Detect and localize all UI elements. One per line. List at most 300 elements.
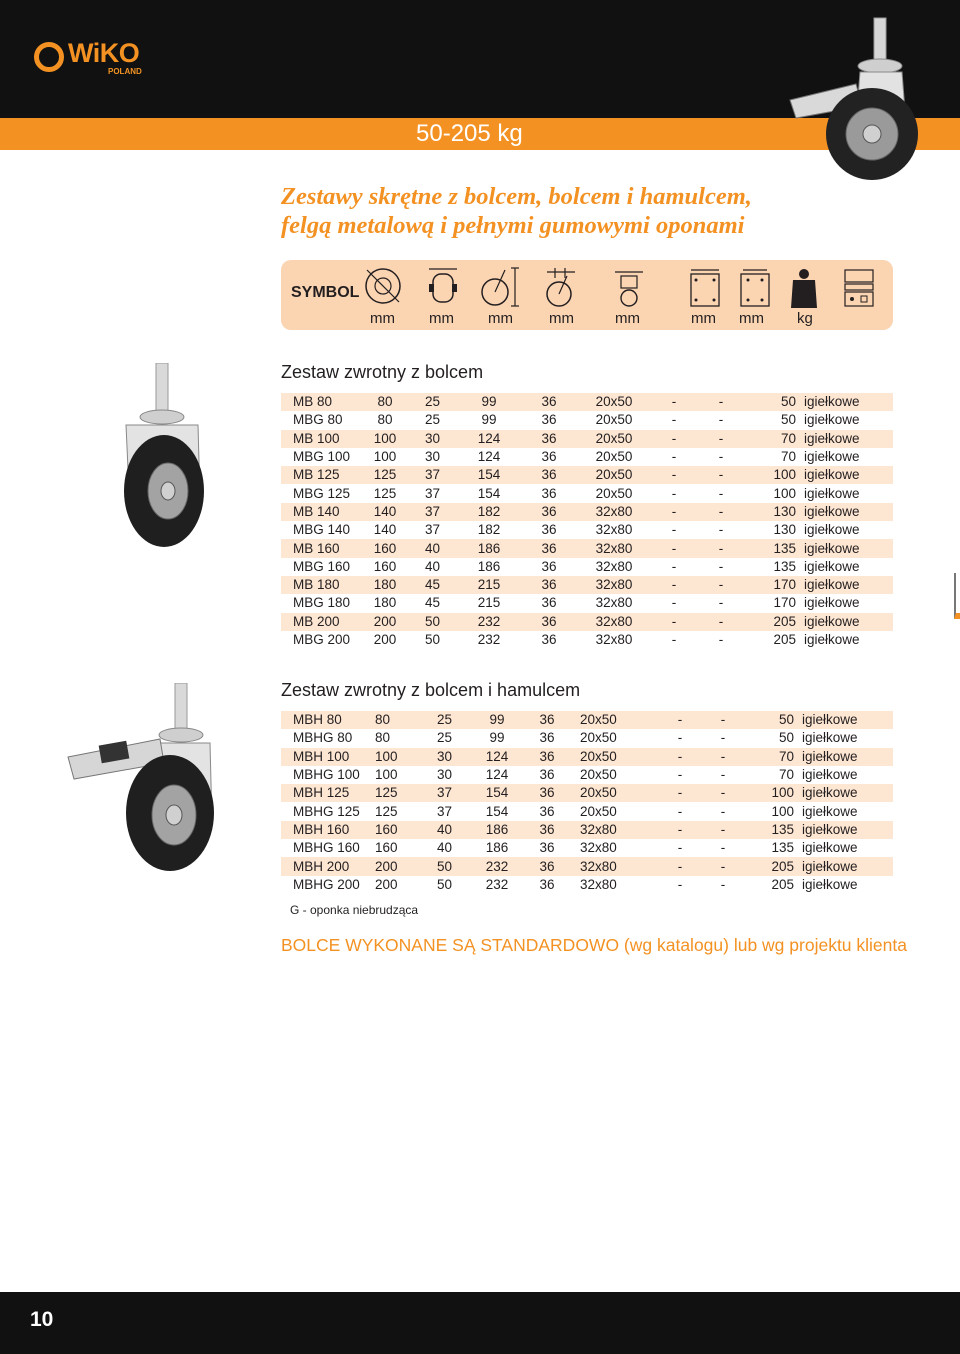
- table-cell: MBG 100: [293, 449, 351, 465]
- table-cell: igiełkowe: [802, 858, 858, 874]
- logo-ring-icon: [34, 42, 64, 72]
- table-cell: -: [718, 577, 724, 593]
- table-cell: -: [671, 577, 677, 593]
- table-row: [281, 448, 893, 466]
- table-cell: 154: [477, 467, 501, 483]
- table-cell: igiełkowe: [802, 748, 858, 764]
- table-cell: 130: [773, 503, 796, 519]
- table-cell: 182: [477, 503, 501, 519]
- table-cell: 205: [771, 858, 794, 874]
- table-cell: 124: [477, 449, 501, 465]
- table-row: [281, 857, 893, 875]
- section-title-bolt: Zestaw zwrotny z bolcem: [281, 362, 484, 382]
- table-cell: -: [677, 767, 683, 783]
- table-cell: 20x50: [580, 767, 617, 783]
- table-cell: -: [677, 712, 683, 728]
- table-cell: -: [677, 748, 683, 764]
- page-number: 10: [30, 1308, 54, 1331]
- table-cell: 20x50: [595, 485, 633, 501]
- table-cell: -: [720, 803, 726, 819]
- table-cell: 37: [424, 522, 441, 538]
- table-row: [281, 539, 893, 557]
- table-cell: 200: [375, 876, 398, 892]
- table-cell: 50: [424, 613, 441, 629]
- table-cell: igiełkowe: [802, 785, 858, 801]
- table-cell: 32x80: [595, 503, 633, 519]
- table-row: [281, 576, 893, 594]
- table-cell: igiełkowe: [804, 613, 860, 629]
- table-cell: 40: [436, 840, 453, 856]
- unit-diameter: mm: [370, 310, 395, 327]
- table-cell: igiełkowe: [802, 803, 858, 819]
- table-cell: 36: [541, 558, 557, 574]
- table-cell: 100: [771, 803, 794, 819]
- table-cell: MBH 100: [293, 748, 350, 764]
- table-cell: 32x80: [595, 595, 633, 611]
- table-cell: -: [720, 840, 726, 856]
- table-cell: 99: [481, 412, 497, 428]
- table-cell: 160: [375, 840, 398, 856]
- table-cell: 100: [773, 485, 796, 501]
- table-cell: igiełkowe: [804, 632, 860, 647]
- table-cell: 25: [436, 730, 453, 746]
- table-cell: 135: [771, 840, 794, 856]
- caster-bolt-photo: [108, 363, 218, 563]
- table-row: [281, 613, 893, 631]
- table-cell: -: [671, 558, 677, 574]
- table-cell: 70: [780, 430, 796, 446]
- table-cell: 32x80: [595, 632, 633, 647]
- table-cell: 170: [773, 595, 796, 611]
- table-cell: igiełkowe: [804, 412, 860, 428]
- table-cell: -: [720, 730, 726, 746]
- table-cell: 36: [541, 412, 557, 428]
- table-cell: 100: [375, 748, 398, 764]
- table-cell: igiełkowe: [802, 840, 858, 856]
- table-cell: igiełkowe: [804, 503, 860, 519]
- table-cell: 32x80: [580, 821, 617, 837]
- table-cell: 125: [373, 467, 397, 483]
- title-line-1: Zestawy skrętne z bolcem, bolcem i hamulcem,: [281, 183, 752, 210]
- table-row: [281, 393, 893, 411]
- table-cell: 170: [773, 577, 796, 593]
- table-cell: MBH 200: [293, 858, 350, 874]
- table-cell: 50: [424, 632, 441, 647]
- table-cell: igiełkowe: [804, 540, 860, 556]
- table-cell: MB 200: [293, 613, 340, 629]
- table-cell: 182: [477, 522, 501, 538]
- table-cell: 36: [541, 577, 557, 593]
- table-row: [281, 784, 893, 802]
- table-cell: -: [671, 449, 677, 465]
- table-cell: 200: [373, 613, 397, 629]
- table-cell: 130: [773, 522, 796, 538]
- table-cell: igiełkowe: [804, 467, 860, 483]
- table-cell: 36: [539, 840, 555, 856]
- table-cell: 36: [541, 503, 557, 519]
- load-weight-icon: [789, 266, 819, 310]
- table-cell: 232: [477, 632, 501, 647]
- table-row: [281, 503, 893, 521]
- table-cell: -: [718, 503, 724, 519]
- table-cell: 20x50: [595, 449, 633, 465]
- table-cell: -: [671, 394, 677, 410]
- table-cell: 80: [377, 394, 393, 410]
- logo-text: WiKO: [68, 38, 140, 68]
- table-cell: 125: [375, 803, 398, 819]
- table-cell: 50: [780, 412, 796, 428]
- table-cell: 36: [539, 821, 555, 837]
- table-cell: -: [718, 467, 724, 483]
- table-cell: 100: [375, 767, 398, 783]
- table-cell: -: [718, 632, 724, 647]
- table-cell: MBG 140: [293, 522, 351, 538]
- table-cell: 50: [436, 876, 453, 892]
- table-cell: -: [718, 449, 724, 465]
- table-cell: igiełkowe: [804, 449, 860, 465]
- table-cell: 36: [539, 712, 555, 728]
- table-cell: 20x50: [595, 430, 633, 446]
- table-row: [281, 748, 893, 766]
- total-height-icon: [479, 266, 521, 310]
- table-cell: -: [720, 712, 726, 728]
- table-cell: 205: [771, 876, 794, 892]
- table-cell: igiełkowe: [804, 430, 860, 446]
- table-cell: 36: [541, 522, 557, 538]
- table-cell: 37: [424, 485, 441, 501]
- table-cell: 99: [489, 712, 505, 728]
- table-cell: -: [677, 785, 683, 801]
- table-cell: 140: [373, 503, 397, 519]
- table-cell: igiełkowe: [804, 577, 860, 593]
- table-cell: 186: [485, 840, 509, 856]
- table-cell: 100: [373, 449, 397, 465]
- table-row: [281, 766, 893, 784]
- table-cell: 124: [477, 430, 501, 446]
- table-cell: 40: [424, 540, 441, 556]
- table-cell: 50: [436, 858, 453, 874]
- table-bolt-brake-body: [281, 711, 893, 894]
- table-cell: 32x80: [595, 540, 633, 556]
- table-cell: 30: [436, 767, 453, 783]
- table-cell: MBH 125: [293, 785, 350, 801]
- page-title: [281, 182, 941, 240]
- table-cell: 200: [373, 632, 397, 647]
- table-cell: 215: [477, 577, 501, 593]
- table-cell: MB 160: [293, 540, 340, 556]
- unit-spacing: mm: [739, 310, 764, 327]
- plate-size-icon: [685, 266, 725, 310]
- table-row: [281, 802, 893, 820]
- table-cell: 125: [373, 485, 397, 501]
- table-cell: -: [677, 730, 683, 746]
- footnote: G - oponka niebrudząca: [290, 903, 419, 917]
- table-cell: MBG 80: [293, 412, 343, 428]
- table-cell: 135: [771, 821, 794, 837]
- symbol-header: [281, 260, 893, 330]
- table-cell: 70: [778, 767, 794, 783]
- table-cell: 50: [780, 394, 796, 410]
- table-cell: 205: [773, 632, 796, 647]
- table-row: [281, 411, 893, 429]
- table-cell: 36: [539, 803, 555, 819]
- bolt-info-line: BOLCE WYKONANE SĄ STANDARDOWO (wg katalogu) lub wg projektu klienta: [281, 935, 907, 955]
- table-cell: 36: [541, 540, 557, 556]
- table-cell: 154: [485, 785, 509, 801]
- wheel-width-icon: [425, 266, 461, 306]
- wheel-diameter-icon: [363, 266, 405, 306]
- unit-width: mm: [429, 310, 454, 327]
- table-cell: 99: [489, 730, 505, 746]
- offset-icon: [541, 266, 581, 310]
- table-cell: igiełkowe: [804, 485, 860, 501]
- table-cell: 36: [539, 785, 555, 801]
- table-cell: igiełkowe: [804, 522, 860, 538]
- bearing-type-icon: [841, 266, 877, 310]
- table-cell: 40: [436, 821, 453, 837]
- table-cell: -: [720, 821, 726, 837]
- table-cell: 135: [773, 558, 796, 574]
- table-cell: -: [720, 785, 726, 801]
- table-cell: 20x50: [580, 730, 617, 746]
- table-cell: 40: [424, 558, 441, 574]
- table-bolt: [281, 393, 893, 649]
- table-cell: 20x50: [595, 412, 633, 428]
- table-cell: 70: [778, 748, 794, 764]
- table-cell: 36: [539, 858, 555, 874]
- table-cell: 180: [373, 577, 397, 593]
- table-cell: 20x50: [580, 785, 617, 801]
- table-cell: 32x80: [595, 613, 633, 629]
- section-title-bolt-brake: Zestaw zwrotny z bolcem i hamulcem: [281, 680, 581, 700]
- table-cell: -: [718, 394, 724, 410]
- unit-height: mm: [488, 310, 513, 327]
- table-row: [281, 484, 893, 502]
- unit-offset: mm: [549, 310, 574, 327]
- table-cell: MB 140: [293, 503, 340, 519]
- table-cell: 160: [373, 558, 397, 574]
- table-cell: igiełkowe: [802, 821, 858, 837]
- table-cell: 36: [539, 876, 555, 892]
- table-cell: -: [720, 748, 726, 764]
- table-cell: 180: [373, 595, 397, 611]
- table-cell: 100: [773, 467, 796, 483]
- table-cell: igiełkowe: [802, 730, 858, 746]
- table-cell: igiełkowe: [804, 595, 860, 611]
- table-row: [281, 821, 893, 839]
- table-cell: MBHG 100: [293, 767, 360, 783]
- table-cell: 37: [436, 803, 453, 819]
- table-cell: igiełkowe: [802, 767, 858, 783]
- table-cell: 36: [541, 632, 557, 647]
- table-cell: 32x80: [580, 858, 617, 874]
- table-cell: MBHG 160: [293, 840, 360, 856]
- table-cell: MBHG 125: [293, 803, 360, 819]
- table-cell: 186: [477, 540, 501, 556]
- table-row: [281, 521, 893, 539]
- table-cell: MBH 160: [293, 821, 350, 837]
- table-cell: 20x50: [580, 803, 617, 819]
- table-row: [281, 839, 893, 857]
- unit-load: kg: [797, 310, 813, 327]
- table-cell: igiełkowe: [802, 712, 858, 728]
- caster-with-brake-photo: [760, 14, 940, 184]
- table-cell: -: [718, 485, 724, 501]
- table-cell: 125: [375, 785, 398, 801]
- table-cell: 25: [424, 412, 441, 428]
- table-cell: MBHG 80: [293, 730, 353, 746]
- bolt-spacing-icon: [735, 266, 775, 310]
- table-cell: 36: [541, 485, 557, 501]
- table-row: [281, 430, 893, 448]
- table-bolt-brake: [281, 711, 893, 894]
- table-cell: -: [720, 858, 726, 874]
- table-cell: 160: [375, 821, 398, 837]
- table-cell: -: [677, 803, 683, 819]
- table-cell: igiełkowe: [802, 876, 858, 892]
- table-cell: 232: [485, 876, 509, 892]
- table-cell: 80: [375, 730, 391, 746]
- table-cell: -: [718, 412, 724, 428]
- table-cell: 36: [541, 613, 557, 629]
- table-cell: -: [671, 522, 677, 538]
- table-cell: 154: [485, 803, 509, 819]
- table-cell: -: [718, 558, 724, 574]
- table-cell: 80: [375, 712, 391, 728]
- table-cell: 160: [373, 540, 397, 556]
- load-range: 50-205 kg: [416, 120, 523, 147]
- page-footer-bar: [0, 1292, 960, 1354]
- table-cell: 124: [485, 767, 509, 783]
- table-cell: 100: [373, 430, 397, 446]
- table-cell: 30: [424, 449, 441, 465]
- table-cell: 36: [539, 767, 555, 783]
- table-cell: 36: [541, 467, 557, 483]
- table-cell: 32x80: [595, 558, 633, 574]
- table-cell: 37: [424, 503, 441, 519]
- table-cell: 45: [424, 577, 441, 593]
- table-cell: -: [718, 613, 724, 629]
- table-cell: igiełkowe: [804, 558, 860, 574]
- table-row: [281, 466, 893, 484]
- table-cell: -: [718, 522, 724, 538]
- table-cell: -: [677, 840, 683, 856]
- table-cell: 36: [541, 449, 557, 465]
- table-cell: 20x50: [580, 712, 617, 728]
- table-row: [281, 594, 893, 612]
- table-cell: MBG 180: [293, 595, 351, 611]
- table-row: [281, 711, 893, 729]
- table-cell: 50: [778, 712, 794, 728]
- table-cell: 25: [436, 712, 453, 728]
- table-cell: MBG 200: [293, 632, 351, 647]
- edge-tab-marker: [954, 573, 960, 619]
- table-cell: MB 180: [293, 577, 340, 593]
- logo-subtext: POLAND: [108, 67, 142, 76]
- table-cell: 36: [539, 748, 555, 764]
- table-cell: 20x50: [580, 748, 617, 764]
- table-cell: 37: [436, 785, 453, 801]
- table-cell: -: [671, 632, 677, 647]
- table-cell: MB 125: [293, 467, 340, 483]
- table-cell: -: [671, 503, 677, 519]
- table-cell: -: [671, 613, 677, 629]
- table-cell: -: [718, 430, 724, 446]
- table-cell: -: [718, 595, 724, 611]
- table-cell: 32x80: [580, 840, 617, 856]
- caster-bolt-brake-photo: [60, 683, 220, 883]
- table-cell: MBG 160: [293, 558, 351, 574]
- table-cell: MB 100: [293, 430, 340, 446]
- table-cell: -: [720, 876, 726, 892]
- table-cell: 36: [541, 595, 557, 611]
- table-bolt-body: [281, 393, 893, 649]
- table-cell: -: [671, 485, 677, 501]
- table-cell: 30: [436, 748, 453, 764]
- table-cell: 37: [424, 467, 441, 483]
- table-cell: 135: [773, 540, 796, 556]
- table-cell: 32x80: [595, 522, 633, 538]
- table-cell: 200: [375, 858, 398, 874]
- title-line-2: felgą metalową i pełnymi gumowymi oponami: [281, 212, 745, 239]
- table-cell: -: [671, 540, 677, 556]
- table-cell: 205: [773, 613, 796, 629]
- table-cell: 154: [477, 485, 501, 501]
- table-cell: 124: [485, 748, 509, 764]
- table-cell: -: [671, 467, 677, 483]
- table-row: [281, 876, 893, 894]
- table-cell: 232: [485, 858, 509, 874]
- table-cell: 215: [477, 595, 501, 611]
- table-cell: 30: [424, 430, 441, 446]
- table-cell: 80: [377, 412, 393, 428]
- table-cell: igiełkowe: [804, 394, 860, 410]
- table-cell: 36: [539, 730, 555, 746]
- table-cell: 25: [424, 394, 441, 410]
- table-row: [281, 631, 893, 649]
- unit-plate: mm: [691, 310, 716, 327]
- unit-bolt: mm: [615, 310, 640, 327]
- table-cell: 99: [481, 394, 497, 410]
- table-cell: -: [671, 430, 677, 446]
- table-cell: -: [671, 595, 677, 611]
- table-cell: 232: [477, 613, 501, 629]
- table-cell: 140: [373, 522, 397, 538]
- table-cell: 45: [424, 595, 441, 611]
- table-cell: 186: [477, 558, 501, 574]
- table-cell: -: [718, 540, 724, 556]
- table-cell: 32x80: [595, 577, 633, 593]
- table-cell: 100: [771, 785, 794, 801]
- table-cell: 36: [541, 430, 557, 446]
- table-cell: MB 80: [293, 394, 333, 410]
- table-row: [281, 558, 893, 576]
- table-cell: 186: [485, 821, 509, 837]
- table-cell: 50: [778, 730, 794, 746]
- bolt-dimension-icon: [609, 266, 649, 310]
- table-cell: -: [720, 767, 726, 783]
- table-cell: -: [677, 876, 683, 892]
- table-cell: -: [677, 858, 683, 874]
- table-cell: -: [677, 821, 683, 837]
- table-row: [281, 729, 893, 747]
- table-cell: 20x50: [595, 467, 633, 483]
- table-cell: 70: [780, 449, 796, 465]
- wiko-logo: [34, 36, 154, 86]
- table-cell: -: [671, 412, 677, 428]
- table-cell: MBHG 200: [293, 876, 360, 892]
- table-cell: 36: [541, 394, 557, 410]
